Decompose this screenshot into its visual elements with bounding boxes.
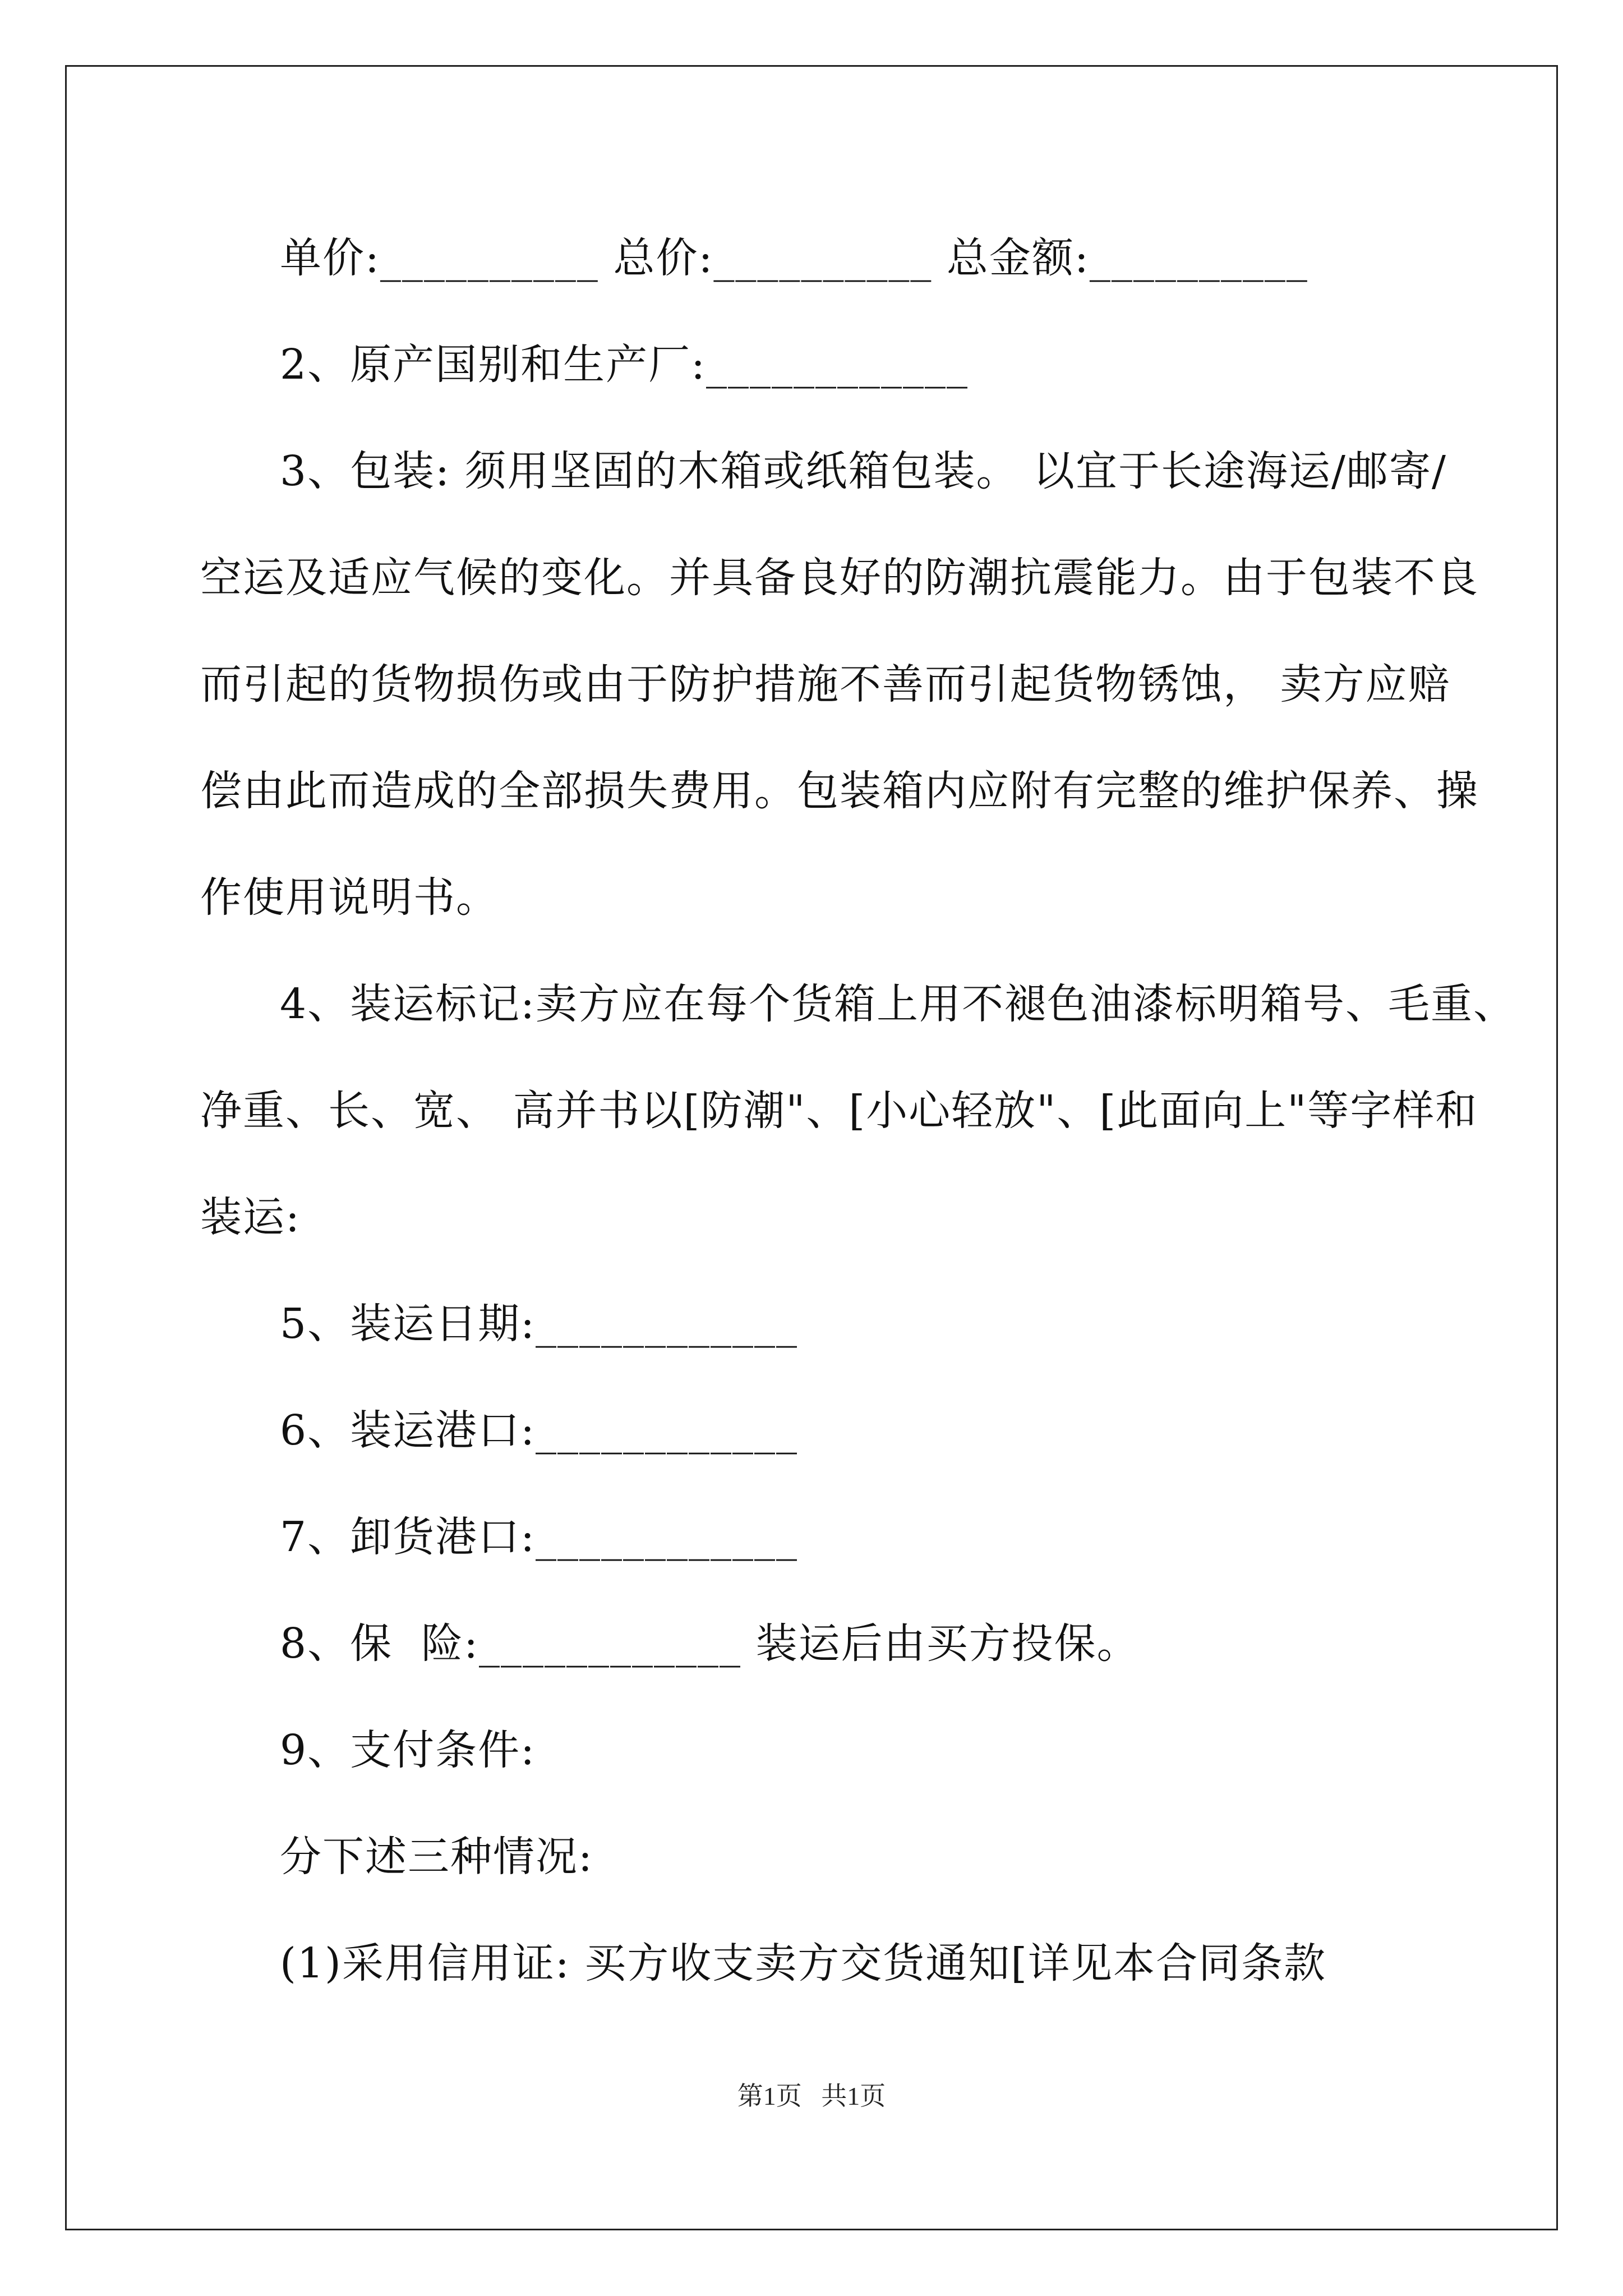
text-line-payment-terms: 9、支付条件:: [280, 1726, 536, 1774]
text-line-discharge-port: 7、卸货港口:____________: [280, 1513, 799, 1561]
text-line-three-cases: 分下述三种情况:: [280, 1833, 593, 1881]
text-line-packing-cont-2: 而引起的货物损伤或由于防护措施不善而引起货物锈蚀， 卖方应赔: [200, 660, 1451, 708]
text-line-unit-price: 单价:__________ 总价:__________ 总金额:__________: [280, 234, 1308, 282]
text-line-shipping-marks-cont-2: 装运:: [200, 1193, 301, 1241]
text-line-origin: 2、原产国别和生产厂:____________: [280, 341, 969, 389]
text-line-letter-of-credit: (1)采用信用证: 买方收支卖方交货通知[详见本合同条款: [280, 1939, 1327, 1987]
text-line-insurance: 8、保 险:____________ 装运后由买方投保。: [280, 1619, 1140, 1668]
text-line-loading-port: 6、装运港口:____________: [280, 1406, 799, 1455]
text-line-shipping-marks: 4、装运标记:卖方应在每个货箱上用不褪色油漆标明箱号、毛重、: [280, 980, 1516, 1028]
text-line-packing-cont-3: 偿由此而造成的全部损失费用。包装箱内应附有完整的维护保养、操: [200, 767, 1479, 815]
text-line-packing: 3、包装: 须用坚固的木箱或纸箱包装。 以宜于长途海运/邮寄/: [280, 447, 1447, 495]
text-line-shipping-marks-cont-1: 净重、长、宽、 高并书以[防潮"、[小心轻放"、[此面向上"等字样和: [200, 1087, 1478, 1135]
text-line-shipping-date: 5、装运日期:____________: [280, 1300, 799, 1348]
text-line-packing-cont-1: 空运及适应气候的变化。并具备良好的防潮抗震能力。由于包装不良: [200, 554, 1479, 602]
page-number-footer: 第1页 共1页: [737, 2082, 886, 2110]
text-line-packing-cont-4: 作使用说明书。: [200, 873, 499, 922]
